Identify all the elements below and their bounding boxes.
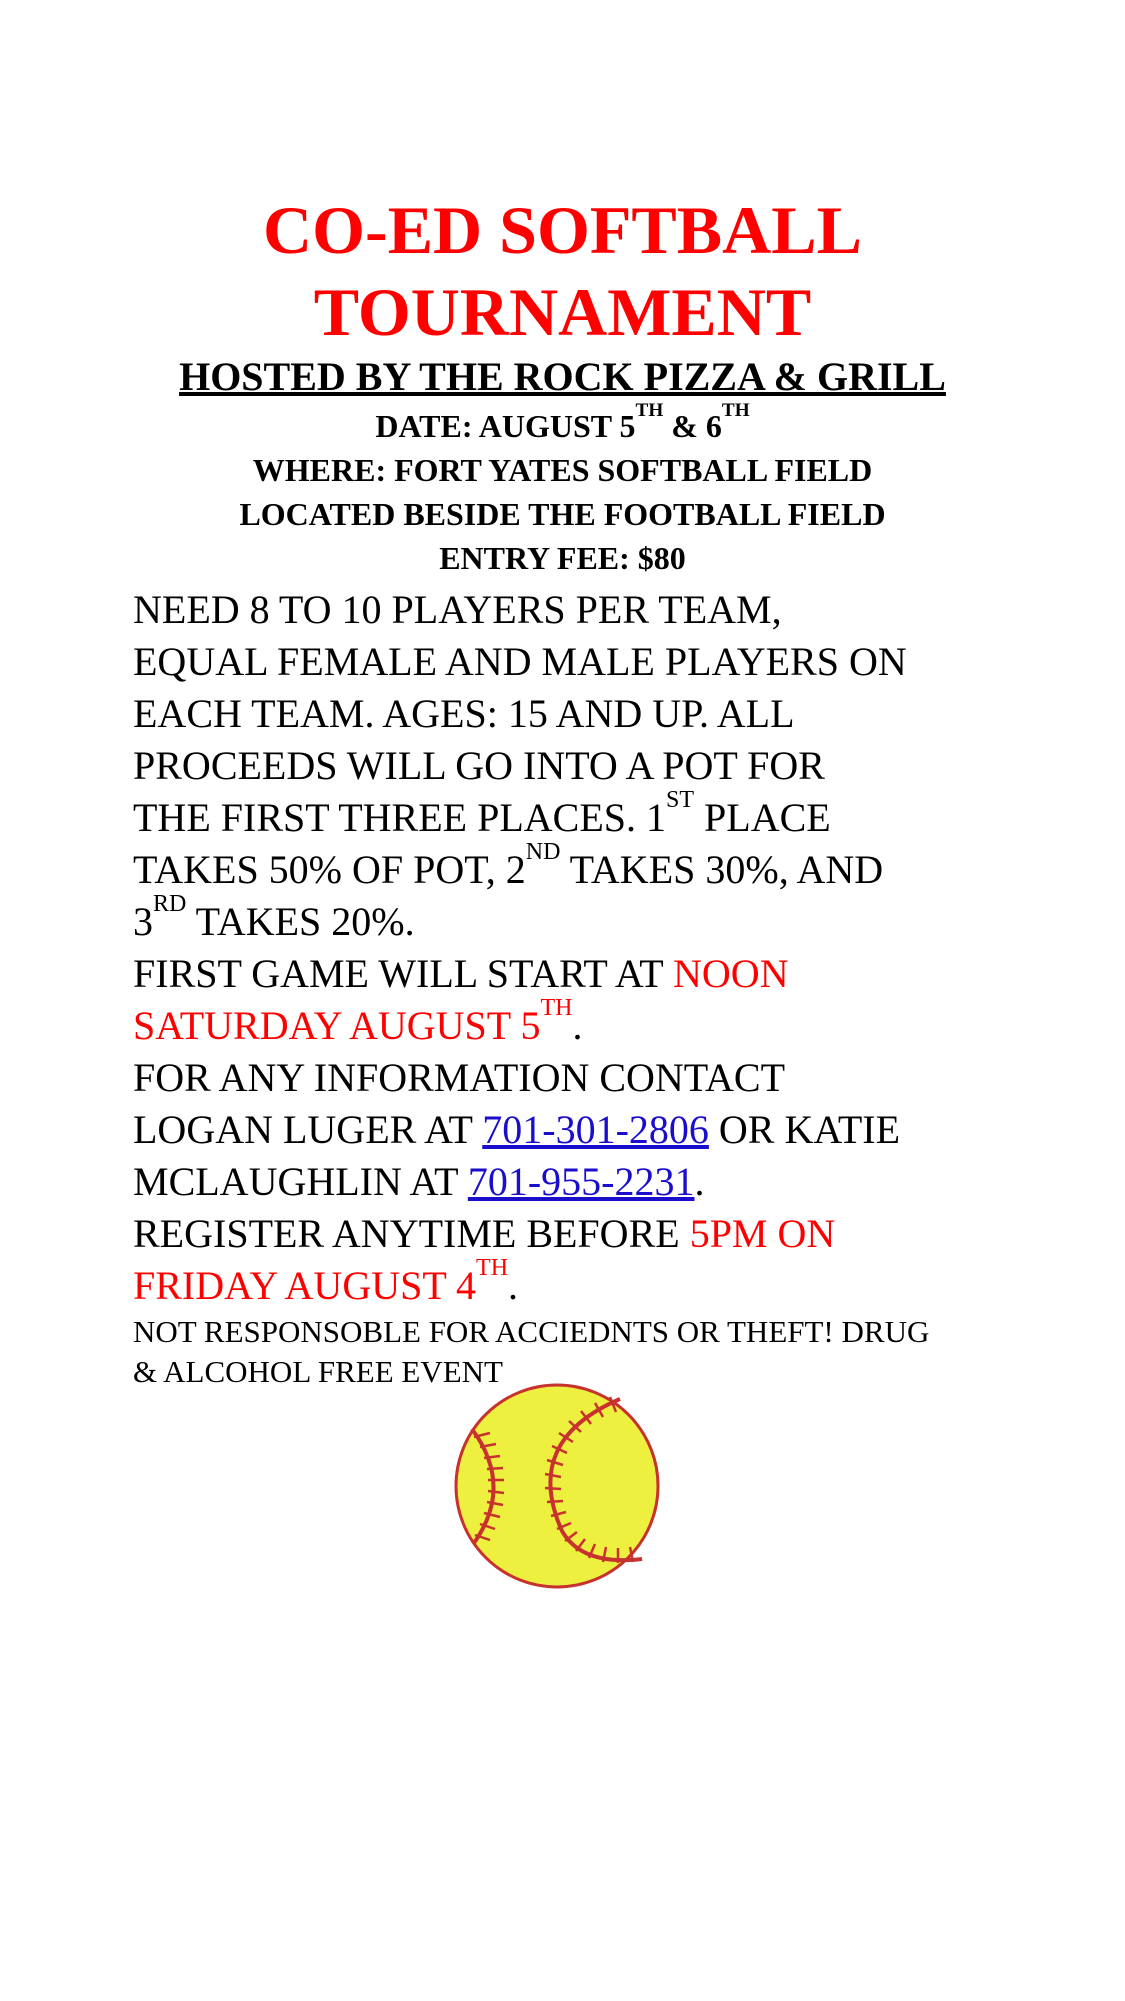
contact-text: MCLAUGHLIN AT — [133, 1159, 468, 1204]
title-line-2: TOURNAMENT — [313, 274, 812, 350]
register-line-1 — [133, 1208, 1013, 1260]
phone-link-logan[interactable]: 701-301-2806 — [482, 1107, 709, 1152]
register-text: REGISTER ANYTIME BEFORE — [133, 1211, 690, 1256]
start-line-2 — [133, 995, 1013, 1052]
period: . — [508, 1263, 519, 1308]
contact-text: LOGAN LUGER AT — [133, 1107, 483, 1152]
rules-line-6 — [133, 839, 1013, 896]
title-line-1: CO-ED SOFTBALL — [263, 192, 862, 268]
softball-icon — [452, 1381, 662, 1591]
contact-line-1: FOR ANY INFORMATION CONTACT — [133, 1055, 786, 1100]
rules-line-2: EQUAL FEMALE AND MALE PLAYERS ON — [133, 639, 907, 684]
period: . — [694, 1159, 705, 1204]
date-suffix-1: TH — [635, 400, 664, 422]
ordinal-suffix: ND — [525, 839, 561, 866]
rules-text: TAKES 30%, AND — [560, 847, 884, 892]
date-text: DATE: AUGUST 5 — [375, 408, 636, 444]
rules-text: 3 — [133, 899, 153, 944]
rules-text: THE FIRST THREE PLACES. 1 — [133, 795, 667, 840]
phone-link-katie[interactable]: 701-955-2231 — [467, 1159, 695, 1204]
event-date — [0, 400, 1125, 448]
rules-line-1: NEED 8 TO 10 PLAYERS PER TEAM, — [133, 587, 782, 632]
rules-text: PLACE — [694, 795, 831, 840]
rules-line-4: PROCEEDS WILL GO INTO A POT FOR — [133, 743, 825, 788]
ordinal-suffix: ST — [666, 787, 695, 814]
disclaimer-line-2: & ALCOHOL FREE EVENT — [133, 1354, 503, 1389]
register-line-2 — [133, 1255, 1013, 1312]
contact-text: OR KATIE — [708, 1107, 900, 1152]
start-line-1 — [133, 948, 1013, 1000]
date-text-2: & 6 — [663, 408, 722, 444]
rules-text: TAKES 50% OF POT, 2 — [133, 847, 526, 892]
rules-line-3: EACH TEAM. AGES: 15 AND UP. ALL — [133, 691, 795, 736]
ordinal-suffix: RD — [153, 891, 187, 918]
event-location: WHERE: FORT YATES SOFTBALL FIELD — [252, 452, 873, 488]
ordinal-suffix: TH — [476, 1255, 509, 1282]
rules-text: TAKES 20%. — [186, 899, 415, 944]
contact-line-2 — [133, 1104, 1013, 1156]
hosted-by: HOSTED BY THE ROCK PIZZA & GRILL — [179, 354, 946, 399]
location-detail: LOCATED BESIDE THE FOOTBALL FIELD — [239, 496, 886, 532]
entry-fee: ENTRY FEE: $80 — [439, 540, 686, 576]
rules-line-7 — [133, 891, 1013, 948]
start-text: FIRST GAME WILL START AT — [133, 951, 674, 996]
rules-line-5 — [133, 787, 1013, 844]
start-time-highlight: NOON — [673, 951, 789, 996]
register-deadline-highlight: 5PM ON — [689, 1211, 836, 1256]
disclaimer-line-1: NOT RESPONSOBLE FOR ACCIEDNTS OR THEFT! DRUG — [133, 1314, 930, 1349]
period: . — [572, 1003, 583, 1048]
start-date-highlight: SATURDAY AUGUST 5 — [133, 1003, 541, 1048]
register-date-highlight: FRIDAY AUGUST 4 — [133, 1263, 477, 1308]
ordinal-suffix: TH — [540, 995, 573, 1022]
contact-line-3 — [133, 1156, 1013, 1208]
date-suffix-2: TH — [721, 400, 750, 422]
